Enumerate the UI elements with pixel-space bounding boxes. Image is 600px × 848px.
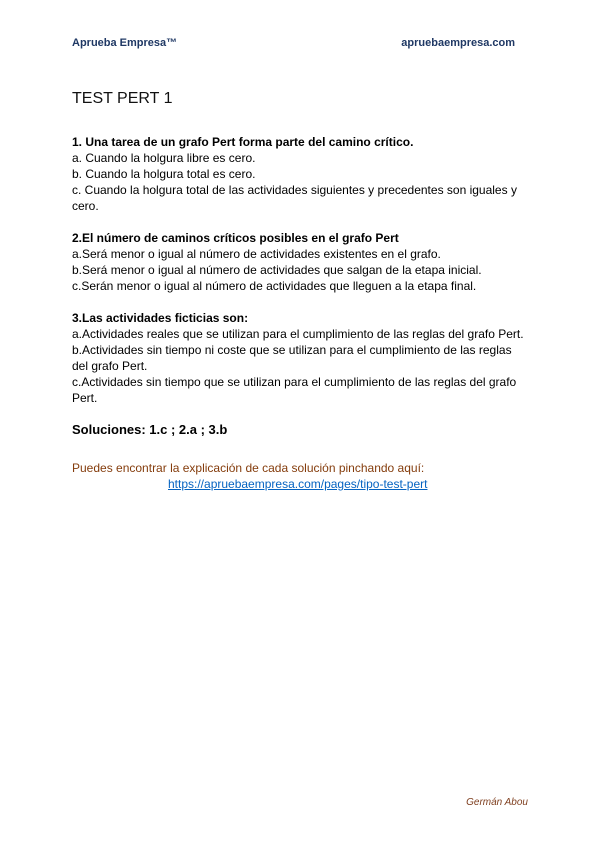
author-signature: Germán Abou (466, 797, 528, 808)
question-3 (72, 310, 527, 406)
answer-option: a.Será menor o igual al número de actividades existentes en el grafo. (72, 247, 441, 261)
solutions-line: Soluciones: 1.c ; 2.a ; 3.b (72, 422, 228, 437)
question-heading: 2.El número de caminos críticos posibles en el grafo Pert (72, 231, 399, 245)
explanation-link[interactable]: https://apruebaempresa.com/pages/tipo-test-pert (168, 477, 428, 491)
answer-option: c.Serán menor o igual al número de actividades que lleguen a la etapa final. (72, 279, 477, 293)
page-title: TEST PERT 1 (72, 90, 173, 107)
answer-option: a.Actividades reales que se utilizan para el cumplimiento de las reglas del grafo Pert. (72, 327, 524, 341)
answer-option: b. Cuando la holgura total es cero. (72, 167, 256, 181)
header-site: apruebaempresa.com (401, 37, 515, 49)
question-heading: 3.Las actividades ficticias son: (72, 311, 249, 325)
explanation-text: Puedes encontrar la explicación de cada solución pinchando aquí: (72, 461, 425, 475)
questions-section (72, 134, 527, 492)
answer-option: c.Actividades sin tiempo que se utilizan para el cumplimiento de las reglas del grafo Pert. (72, 375, 517, 405)
question-1 (72, 134, 527, 214)
question-heading: 1. Una tarea de un grafo Pert forma parte del camino crítico. (72, 135, 414, 149)
answer-option: b.Actividades sin tiempo ni coste que se utilizan para el cumplimiento de las reglas del grafo Pert. (72, 343, 512, 373)
answer-option: c. Cuando la holgura total de las actividades siguientes y precedentes son iguales y cero. (72, 183, 517, 213)
question-2 (72, 230, 527, 294)
answer-option: a. Cuando la holgura libre es cero. (72, 151, 256, 165)
header-brand: Aprueba Empresa™ (72, 37, 178, 49)
answer-option: b.Será menor o igual al número de actividades que salgan de la etapa inicial. (72, 263, 482, 277)
